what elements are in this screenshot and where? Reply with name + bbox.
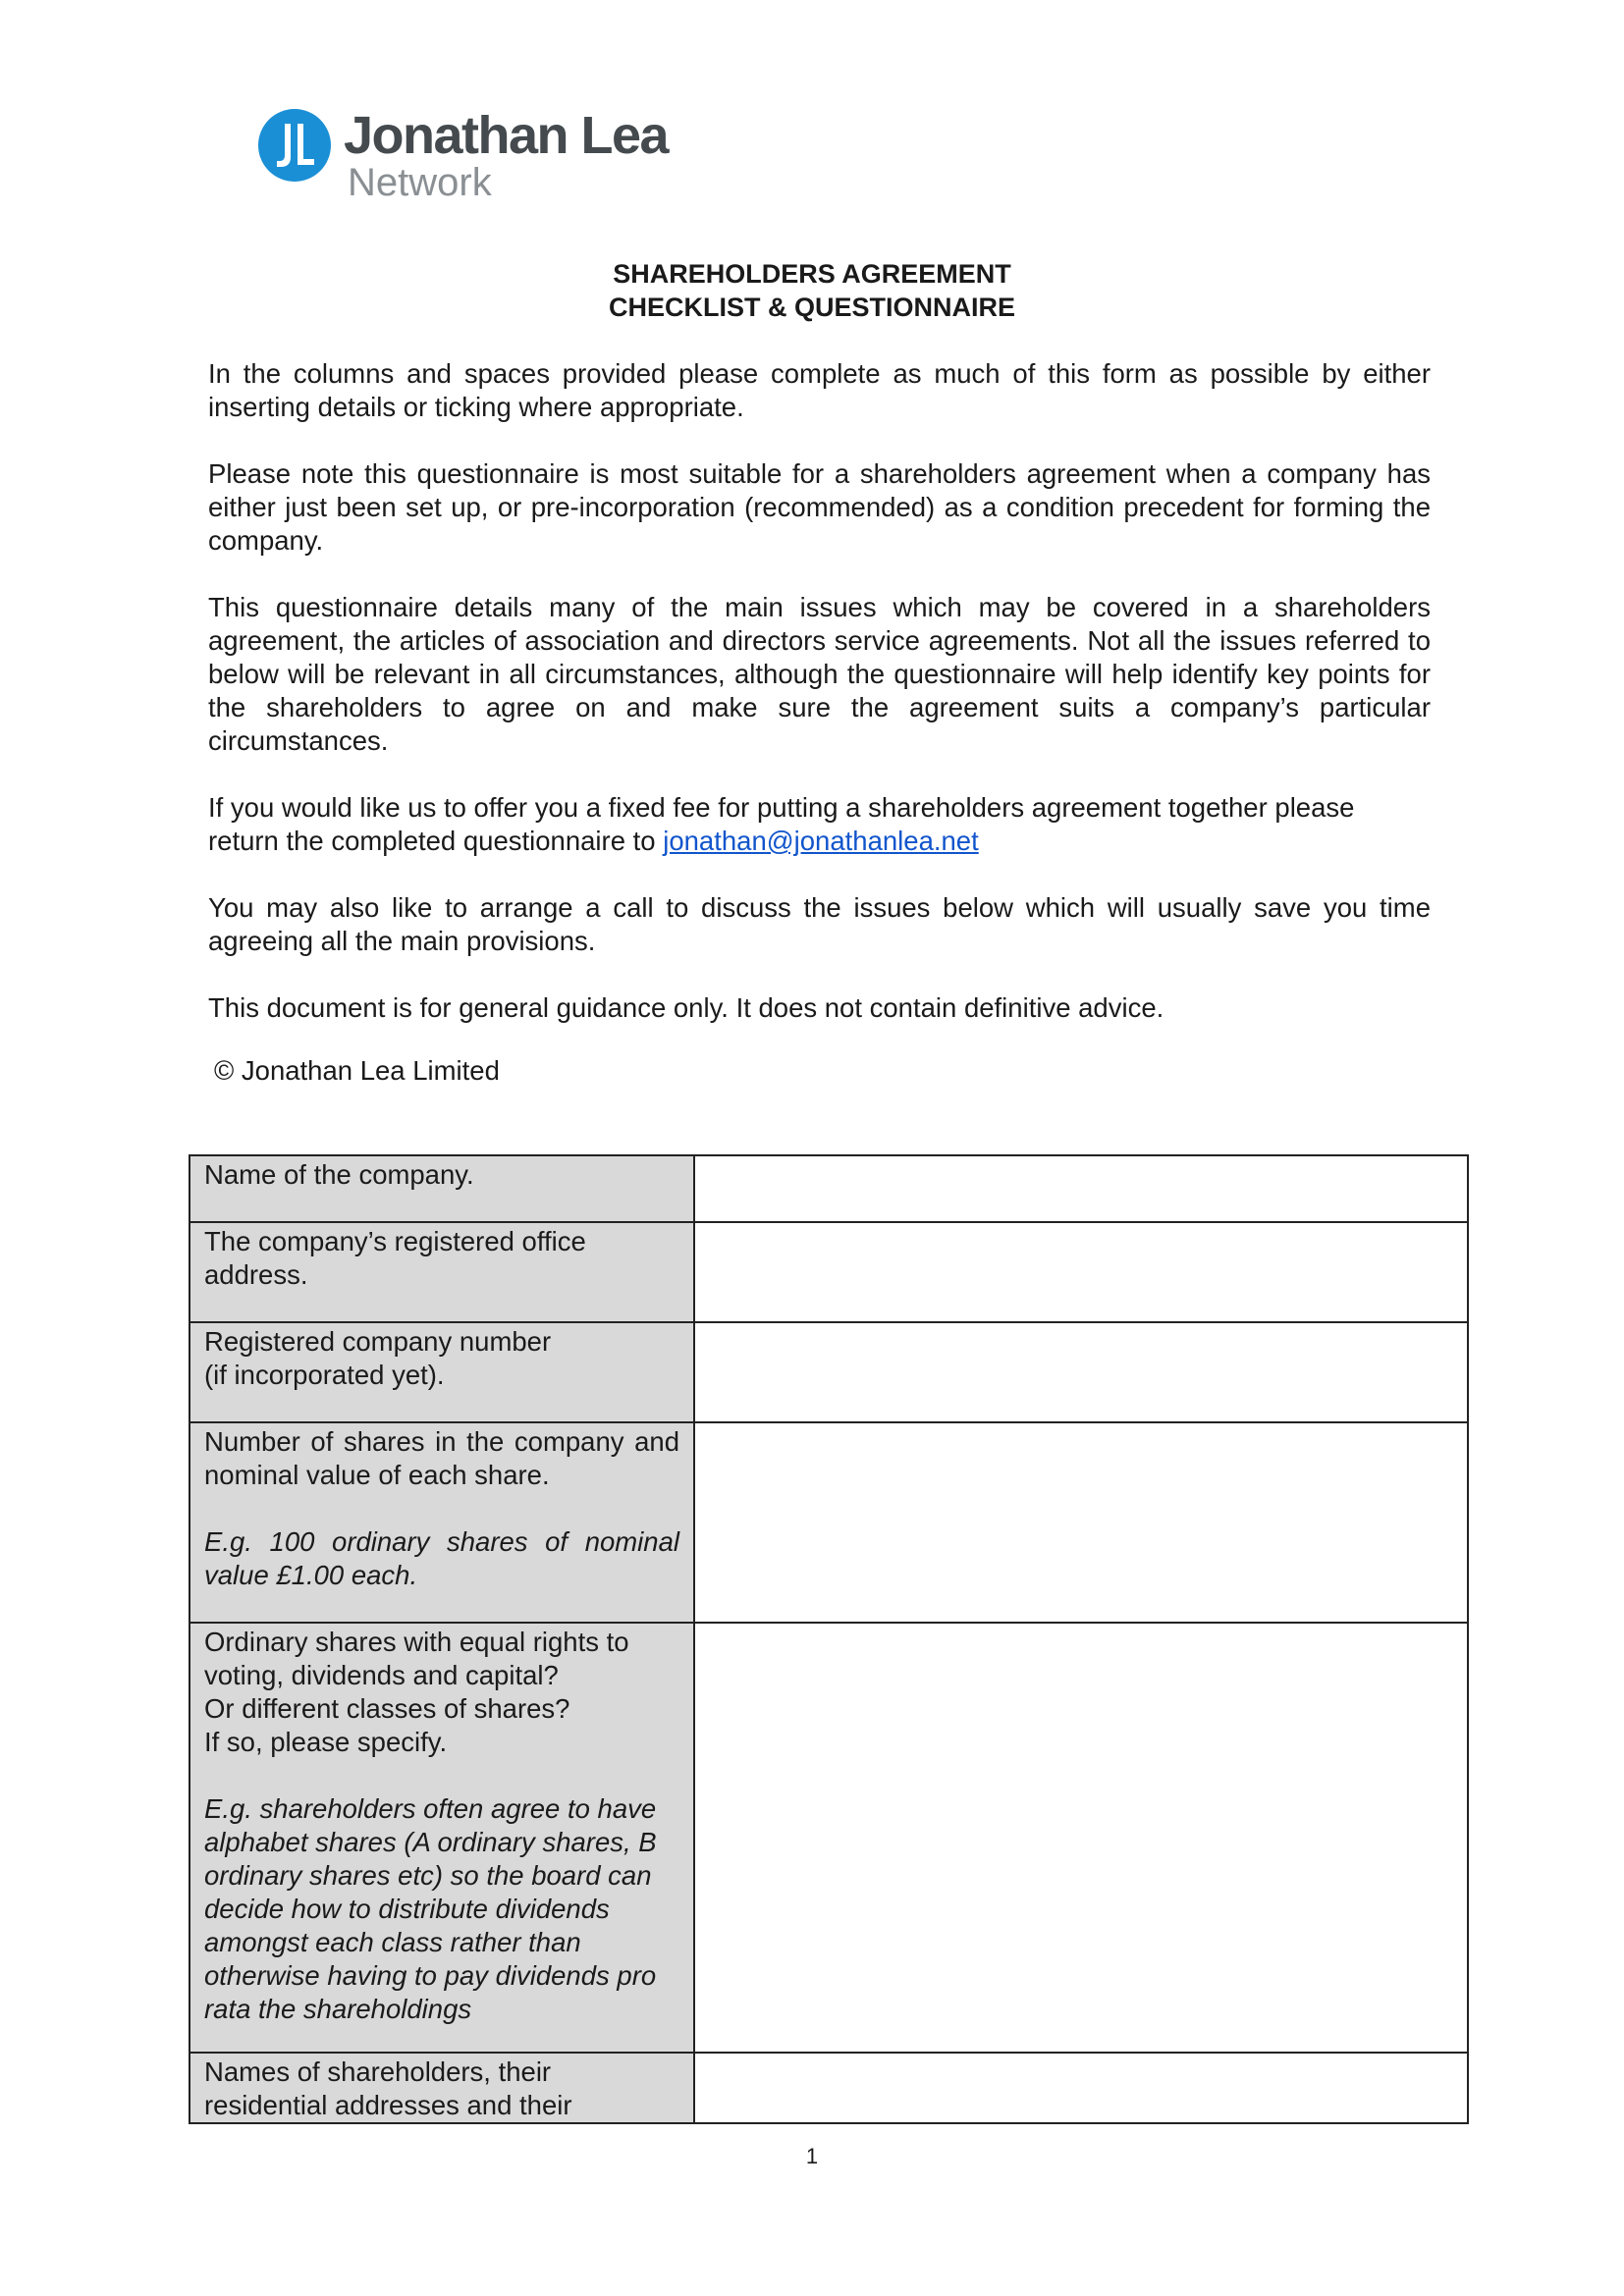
answer-cell[interactable] bbox=[694, 1155, 1468, 1222]
question-cell bbox=[189, 1623, 694, 2053]
answer-cell[interactable] bbox=[694, 2053, 1468, 2123]
intro-paragraph-3: This questionnaire details many of the main issues which may be covered in a shareholders agreement, the articles of association and directors service agreements. Not all the issues referred to below will be relevant in all circumstances, although the questionnaire will help identify key points for the shareholders to agree on and make sure the agreement suits a company’s particular circumstances. bbox=[208, 592, 1431, 756]
question-text: The company’s registered office address. bbox=[204, 1226, 586, 1290]
question-text: Name of the company. bbox=[204, 1159, 474, 1190]
table-row bbox=[189, 1623, 1468, 2053]
questionnaire-table bbox=[189, 1154, 1469, 2124]
table-row bbox=[189, 2053, 1468, 2123]
email-link[interactable]: jonathan@jonathanlea.net bbox=[663, 826, 979, 856]
intro-paragraph-1: In the columns and spaces provided please complete as much of this form as possible by either inserting details or ticking where appropriate. bbox=[208, 358, 1431, 422]
document-title bbox=[0, 257, 1624, 324]
answer-cell[interactable] bbox=[694, 1322, 1468, 1422]
question-cell bbox=[189, 2053, 694, 2123]
table-row bbox=[189, 1155, 1468, 1222]
question-cell bbox=[189, 1155, 694, 1222]
question-text: Names of shareholders, their residential addresses and their bbox=[204, 2056, 572, 2120]
jl-logo-icon bbox=[257, 108, 332, 183]
intro-paragraph-4 bbox=[208, 791, 1431, 858]
table-row bbox=[189, 1422, 1468, 1623]
jonathan-lea-logo bbox=[257, 102, 709, 210]
answer-cell[interactable] bbox=[694, 1222, 1468, 1322]
answer-cell[interactable] bbox=[694, 1623, 1468, 2053]
title-line-1: SHAREHOLDERS AGREEMENT bbox=[613, 259, 1011, 289]
question-example: E.g. shareholders often agree to have alphabet shares (A ordinary shares, B ordinary shares etc) so the board can decide how to distribute dividends amongst each class rather than otherwise having to pay dividends pro rata the shareholdings bbox=[204, 1793, 657, 2024]
intro-paragraph-5: You may also like to arrange a call to discuss the issues below which will usually save you time agreeing all the main provisions. bbox=[208, 892, 1431, 956]
intro-paragraph-4-text: If you would like us to offer you a fixed fee for putting a shareholders agreement together please return the completed questionnaire to bbox=[208, 792, 1355, 856]
intro-text bbox=[208, 357, 1431, 1058]
question-example: E.g. 100 ordinary shares of nominal value £1.00 each. bbox=[204, 1526, 679, 1590]
question-text: Registered company number (if incorporated yet). bbox=[204, 1326, 552, 1390]
copyright-notice: © Jonathan Lea Limited bbox=[214, 1055, 500, 1086]
logo-name: Jonathan Lea bbox=[344, 106, 669, 165]
title-line-2: CHECKLIST & QUESTIONNAIRE bbox=[608, 293, 1016, 322]
question-cell bbox=[189, 1222, 694, 1322]
intro-paragraph-6: This document is for general guidance only. It does not contain definitive advice. bbox=[208, 992, 1164, 1023]
table-row bbox=[189, 1322, 1468, 1422]
question-cell bbox=[189, 1422, 694, 1623]
page-number: 1 bbox=[805, 2144, 819, 2168]
intro-paragraph-2: Please note this questionnaire is most suitable for a shareholders agreement when a company has either just been set up, or pre-incorporation (recommended) as a condition precedent for forming the company. bbox=[208, 458, 1431, 556]
table-row bbox=[189, 1222, 1468, 1322]
question-text: Number of shares in the company and nominal value of each share. bbox=[204, 1426, 679, 1490]
question-cell bbox=[189, 1322, 694, 1422]
answer-cell[interactable] bbox=[694, 1422, 1468, 1623]
question-text: Ordinary shares with equal rights to voting, dividends and capital? Or different classes of shares? If so, please specify. bbox=[204, 1627, 629, 1757]
logo-subtitle: Network bbox=[348, 161, 492, 204]
